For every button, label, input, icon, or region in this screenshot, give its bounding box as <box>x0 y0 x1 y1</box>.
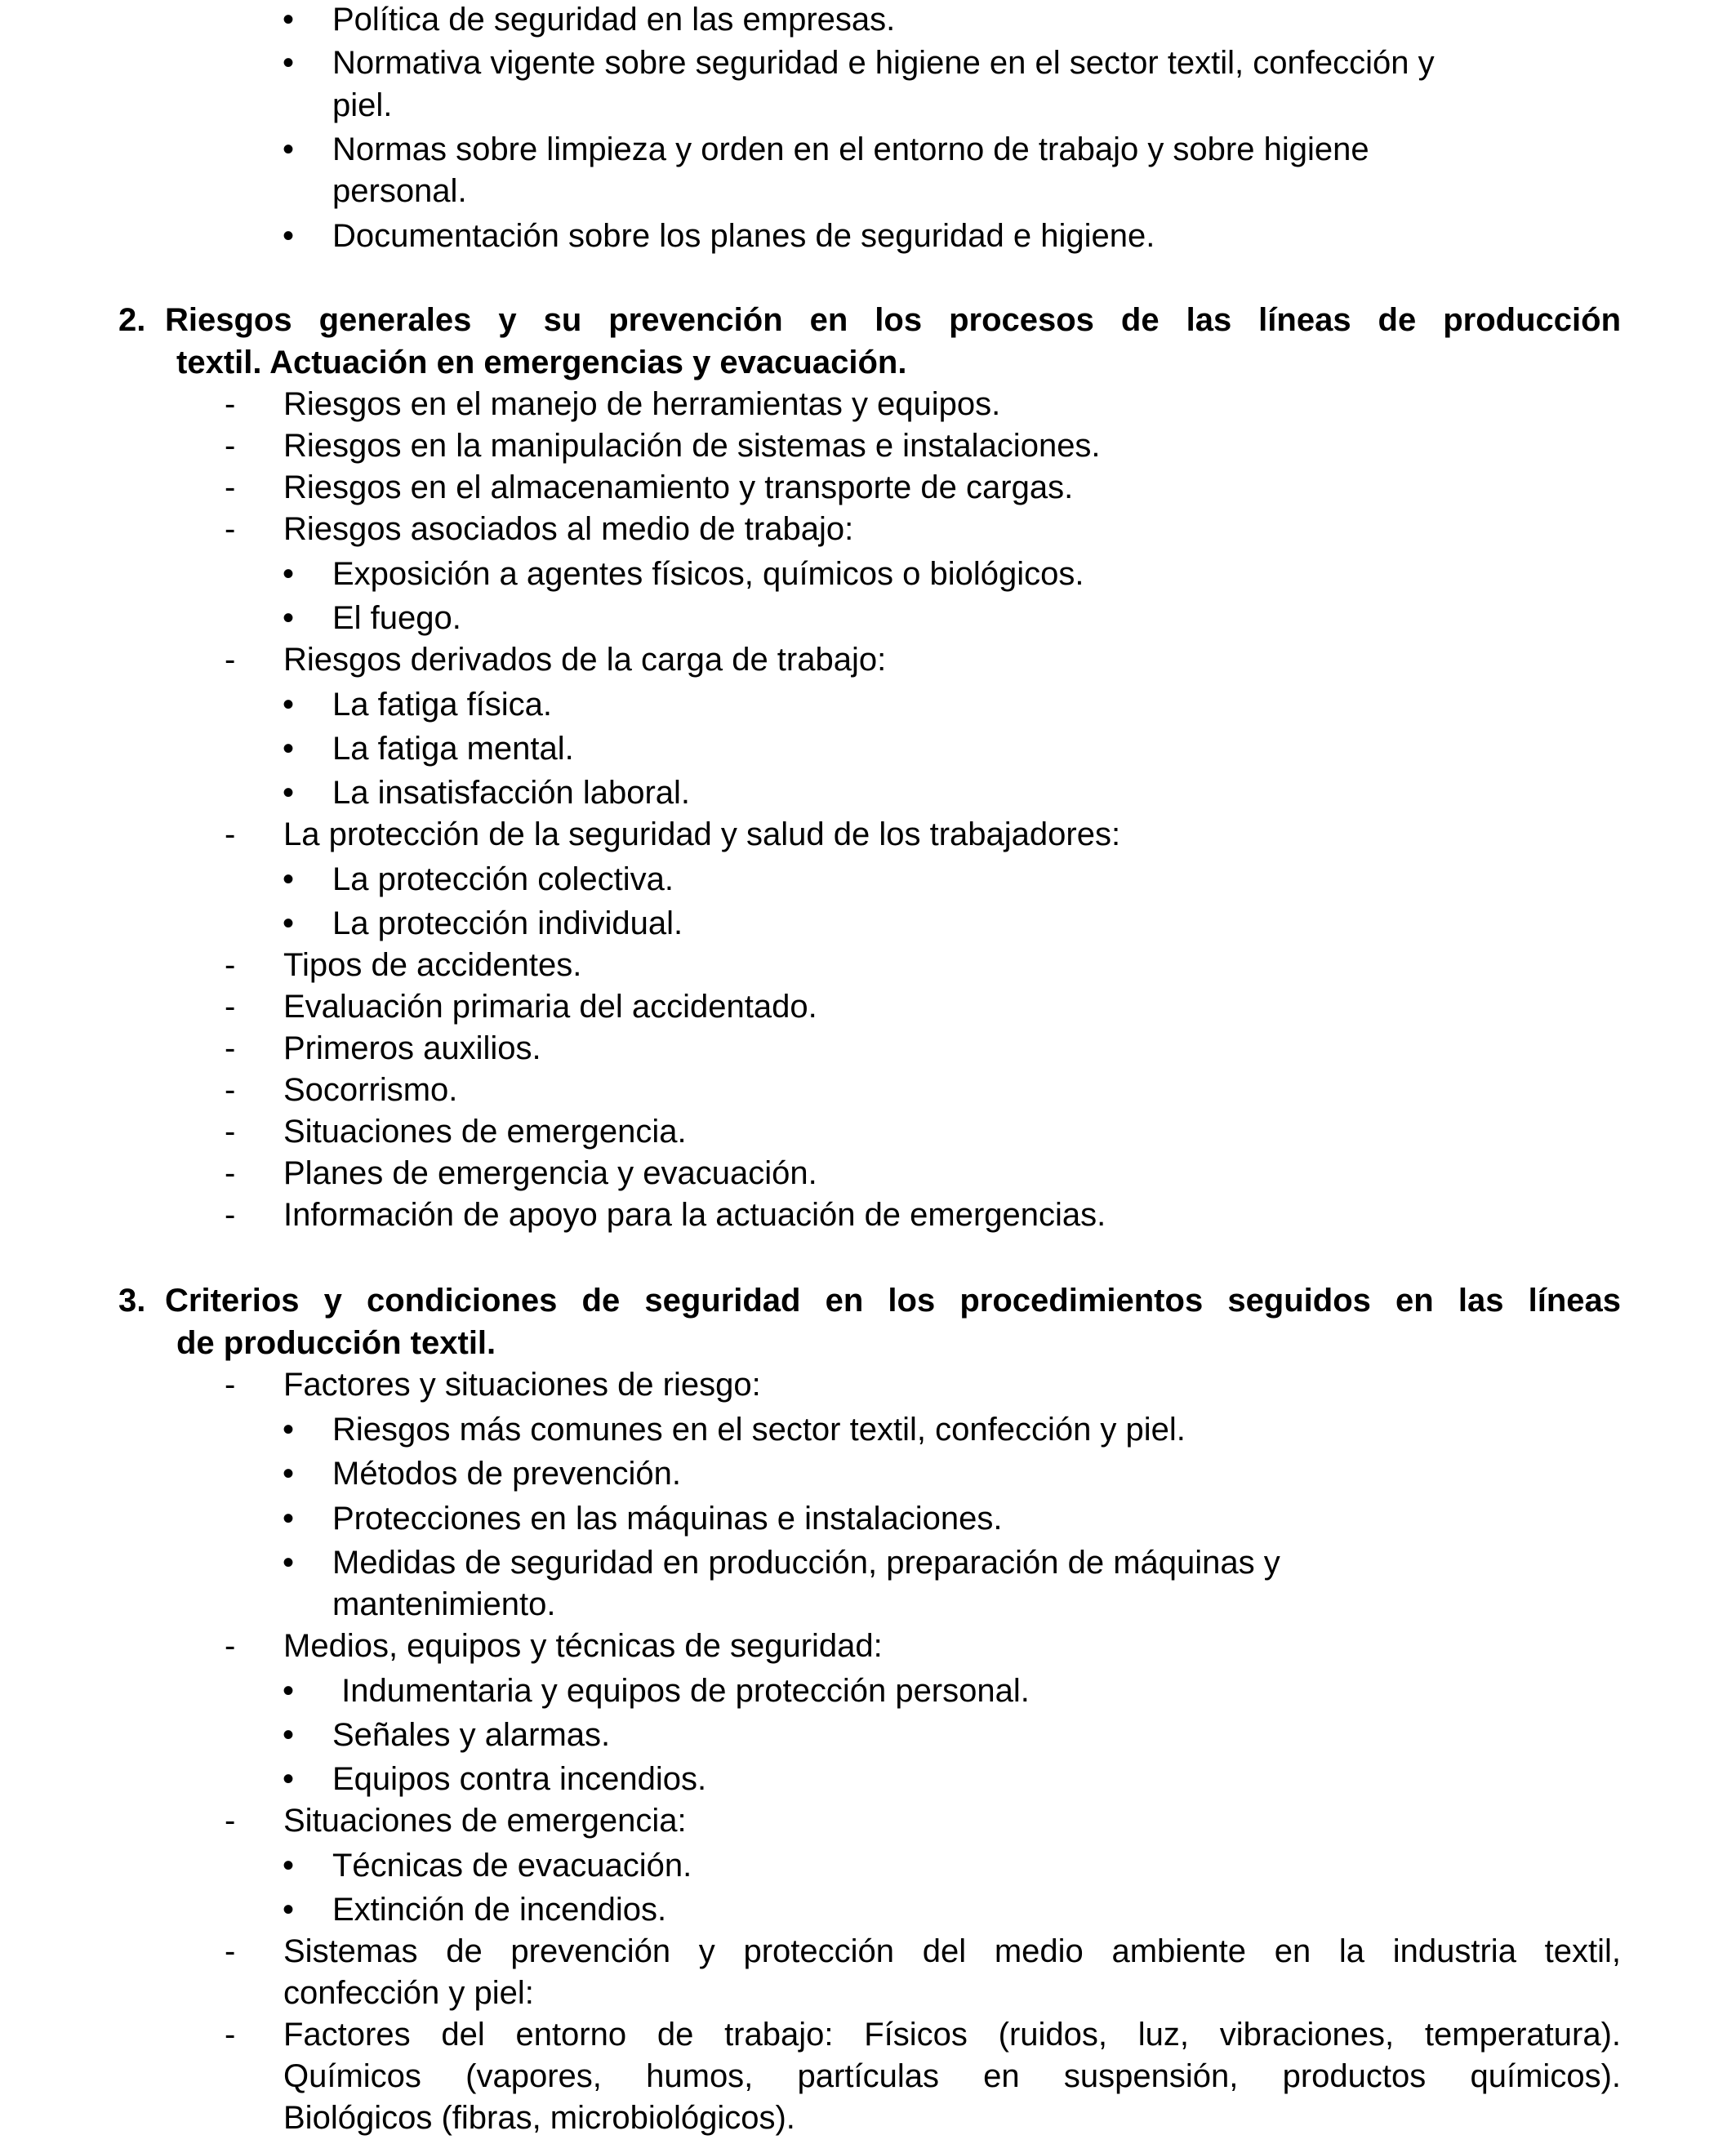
sub-list-item: La fatiga mental. <box>332 731 574 767</box>
list-item: Riesgos en el manejo de herramientas y equipos. <box>283 386 1001 422</box>
sub-list-item: Exposición a agentes físicos, químicos o biológicos. <box>332 556 1084 592</box>
section-heading-continuation: de producción textil. <box>176 1325 496 1361</box>
bullet-icon: • <box>283 1673 295 1709</box>
sub-list-item: Extinción de incendios. <box>332 1892 667 1928</box>
dash-icon: - <box>225 2017 236 2053</box>
list-item: La protección de la seguridad y salud de los trabajadores: <box>283 816 1121 852</box>
dash-icon: - <box>225 816 236 852</box>
bullet-icon: • <box>283 1892 295 1928</box>
sub-list-item: Medidas de seguridad en producción, preparación de máquinas y <box>332 1545 1280 1581</box>
dash-icon: - <box>225 1933 236 1969</box>
bullet-icon: • <box>283 1545 295 1581</box>
bullet-icon: • <box>283 905 295 941</box>
bullet-icon: • <box>283 687 295 723</box>
dash-icon: - <box>225 1155 236 1191</box>
dash-icon: - <box>225 469 236 505</box>
sub-list-item: La protección individual. <box>332 905 683 941</box>
dash-icon: - <box>225 386 236 422</box>
list-item: Sistemas de prevención y protección del medio ambiente en la industria textil, <box>283 1933 1621 1969</box>
bullet-icon: • <box>283 731 295 767</box>
list-item: Riesgos asociados al medio de trabajo: <box>283 511 854 547</box>
list-item-continuation: Químicos (vapores, humos, partículas en suspensión, productos químicos). <box>283 2058 1621 2094</box>
list-item: Socorrismo. <box>283 1072 458 1108</box>
list-item: Documentación sobre los planes de seguridad e higiene. <box>332 218 1155 254</box>
list-item: Medios, equipos y técnicas de seguridad: <box>283 1628 883 1664</box>
sub-list-item-continuation: mantenimiento. <box>332 1586 556 1622</box>
dash-icon: - <box>225 1114 236 1150</box>
bullet-icon: • <box>283 45 295 81</box>
list-item: Riesgos derivados de la carga de trabajo: <box>283 642 887 678</box>
list-item: Planes de emergencia y evacuación. <box>283 1155 817 1191</box>
bullet-icon: • <box>283 2 295 38</box>
bullet-icon: • <box>283 218 295 254</box>
list-item: Normativa vigente sobre seguridad e higiene en el sector textil, confección y <box>332 45 1435 81</box>
dash-icon: - <box>225 1628 236 1664</box>
list-item: Normas sobre limpieza y orden en el entorno de trabajo y sobre higiene <box>332 131 1369 167</box>
sub-list-item: La insatisfacción laboral. <box>332 775 691 811</box>
list-item: Situaciones de emergencia. <box>283 1114 687 1150</box>
list-item-continuation: personal. <box>332 173 467 209</box>
bullet-icon: • <box>283 600 295 636</box>
sub-list-item: Riesgos más comunes en el sector textil, confección y piel. <box>332 1412 1186 1448</box>
list-item: Riesgos en la manipulación de sistemas e instalaciones. <box>283 428 1101 464</box>
bullet-icon: • <box>283 1761 295 1797</box>
bullet-icon: • <box>283 775 295 811</box>
list-item: Evaluación primaria del accidentado. <box>283 989 817 1025</box>
dash-icon: - <box>225 989 236 1025</box>
dash-icon: - <box>225 1803 236 1839</box>
bullet-icon: • <box>283 556 295 592</box>
bullet-icon: • <box>283 1848 295 1884</box>
dash-icon: - <box>225 428 236 464</box>
list-item-continuation: confección y piel: <box>283 1975 534 2011</box>
section-number: 2. <box>118 302 146 338</box>
list-item: Factores y situaciones de riesgo: <box>283 1367 761 1403</box>
bullet-icon: • <box>283 1717 295 1753</box>
section-number: 3. <box>118 1283 146 1319</box>
list-item: Situaciones de emergencia: <box>283 1803 687 1839</box>
list-item: Información de apoyo para la actuación de emergencias. <box>283 1197 1106 1233</box>
sub-list-item: Protecciones en las máquinas e instalaciones. <box>332 1501 1003 1537</box>
dash-icon: - <box>225 1367 236 1403</box>
dash-icon: - <box>225 947 236 983</box>
bullet-icon: • <box>283 1412 295 1448</box>
list-item-continuation: Biológicos (fibras, microbiológicos). <box>283 2100 795 2136</box>
bullet-icon: • <box>283 1456 295 1492</box>
dash-icon: - <box>225 642 236 678</box>
sub-list-item: La fatiga física. <box>332 687 553 723</box>
dash-icon: - <box>225 511 236 547</box>
sub-list-item: Equipos contra incendios. <box>332 1761 707 1797</box>
sub-list-item: El fuego. <box>332 600 461 636</box>
dash-icon: - <box>225 1072 236 1108</box>
section-heading-continuation: textil. Actuación en emergencias y evacuación. <box>176 345 907 380</box>
sub-list-item: Indumentaria y equipos de protección personal. <box>332 1673 1030 1709</box>
list-item: Riesgos en el almacenamiento y transporte de cargas. <box>283 469 1074 505</box>
list-item: Política de seguridad en las empresas. <box>332 2 896 38</box>
bullet-icon: • <box>283 1501 295 1537</box>
bullet-icon: • <box>283 861 295 897</box>
section-heading: Riesgos generales y su prevención en los procesos de las líneas de producción <box>165 302 1621 338</box>
list-item-continuation: piel. <box>332 87 393 123</box>
dash-icon: - <box>225 1030 236 1066</box>
list-item: Factores del entorno de trabajo: Físicos (ruidos, luz, vibraciones, temperatura). <box>283 2017 1621 2053</box>
dash-icon: - <box>225 1197 236 1233</box>
section-heading: Criterios y condiciones de seguridad en los procedimientos seguidos en las líneas <box>165 1283 1621 1319</box>
list-item: Tipos de accidentes. <box>283 947 582 983</box>
sub-list-item: Métodos de prevención. <box>332 1456 681 1492</box>
sub-list-item: Técnicas de evacuación. <box>332 1848 692 1884</box>
bullet-icon: • <box>283 131 295 167</box>
sub-list-item: Señales y alarmas. <box>332 1717 611 1753</box>
list-item: Primeros auxilios. <box>283 1030 541 1066</box>
sub-list-item: La protección colectiva. <box>332 861 674 897</box>
